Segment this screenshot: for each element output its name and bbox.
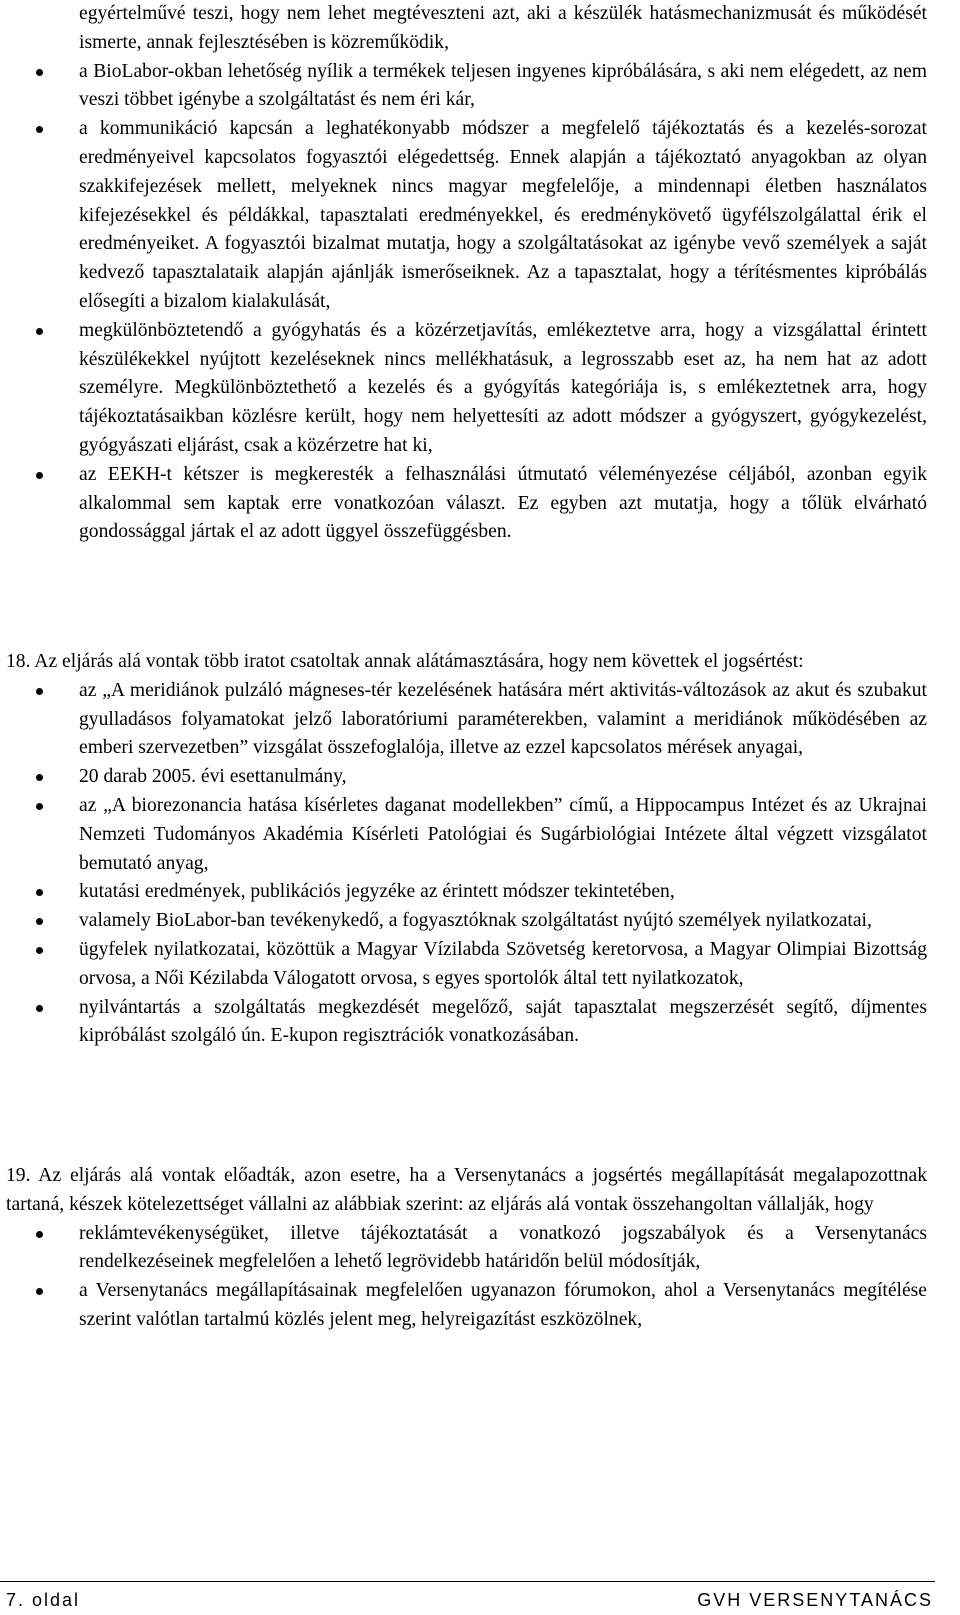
list-item: reklámtevékenységüket, illetve tájékoztatását a vonatkozó jogszabályok és a Versenytanács rendelkezéseinek megfelelően a lehető legrövidebb határidőn belül módosítják, (6, 1220, 927, 1278)
page-footer (0, 1581, 935, 1613)
section-19 (6, 1162, 927, 1335)
list-item: nyilvántartás a szolgáltatás megkezdését megelőző, saját tapasztalat megszerzését segítő, díjmentes kipróbálást szolgáló ún. E-kupon regisztrációk vonatkozásában. (6, 994, 927, 1052)
list-item: a Versenytanács megállapításainak megfelelően ugyanazon fórumokon, ahol a Versenytanács megítélése szerint valótlan tartalmú közlés jelent meg, helyreigazítást eszközölnek, (6, 1277, 927, 1335)
list-item: az EEKH-t kétszer is megkeresték a felhasználási útmutató véleményezése céljából, azonban egyik alkalommal sem kaptak erre vonatkozóan választ. Ez egyben azt mutatja, hogy a tőlük elvárható gondossággal jártak el az adott üggyel összefüggésben. (6, 461, 927, 547)
section-19-bullet-list (6, 1220, 927, 1335)
continuation-text: egyértelművé teszi, hogy nem lehet megtéveszteni azt, aki a készülék hatásmechanizmusát és működését ismerte, annak fejlesztésében is közreműködik, (79, 3, 927, 53)
footer-organization: GVH VERSENYTANÁCS (697, 1590, 933, 1610)
list-item: az „A meridiánok pulzáló mágneses-tér kezelésének hatására mért aktivitás-változások az akut és szubakut gyulladásos folyamatokat jelző laboratóriumi paraméterekben, valamint a meridiánok működésében az emberi szervezetben” vizsgálat összefoglalója, illetve az ezzel kapcsolatos mérések anyagai, (6, 677, 927, 763)
list-item: a BioLabor-okban lehetőség nyílik a termékek teljesen ingyenes kipróbálására, s aki nem elégedett, az nem veszi többet igénybe a szolgáltatást és nem éri kár, (6, 58, 927, 116)
list-item: 20 darab 2005. évi esettanulmány, (6, 763, 927, 792)
list-item: a kommunikáció kapcsán a leghatékonyabb módszer a megfelelő tájékoztatás és a kezelés-sorozat eredményeivel kapcsolatos fogyasztói elégedettség. Ennek alapján a tájékoztató anyagokban az olyan szakkifejezések mellett, melyeknek nincs magyar megfelelője, a mindennapi életben használatos kifejezésekkel és példákkal, tapasztalati eredményekkel, és eredménykövető ügyfélszolgálattal érik el eredményeiket. A fogyasztói bizalmat mutatja, hogy a szolgáltatásokat az igénybe vevő személyek a saját kedvező tapasztalataik alapján ajánlják ismerőseiknek. Az a tapasztalat, hogy a térítésmentes kipróbálás elősegíti a bizalom kialakulását, (6, 115, 927, 317)
section-18-intro: 18. Az eljárás alá vontak több iratot csatoltak annak alátámasztására, hogy nem követtek el jogsértést: (6, 651, 804, 672)
list-item: valamely BioLabor-ban tevékenykedő, a fogyasztóknak szolgáltatást nyújtó személyek nyilatkozatai, (6, 907, 927, 936)
top-bullet-list (6, 58, 927, 548)
list-item: megkülönböztetendő a gyógyhatás és a közérzetjavítás, emlékeztetve arra, hogy a vizsgálattal érintett készülékekkel nyújtott kezeléseknek nincs mellékhatásuk, a legrosszabb eset az, ha nem hat az adott személyre. Megkülönböztethető a kezelés és a gyógyítás kategóriája is, s emlékeztetnek arra, hogy tájékoztatásaikban közlésre került, hogy nem helyettesíti az adott módszer a gyógyszert, gyógykezelést, gyógyászati eljárást, csak a közérzetre hat ki, (6, 317, 927, 461)
section-top (6, 0, 927, 547)
section-18-bullet-list (6, 677, 927, 1051)
list-item: az „A biorezonancia hatása kísérletes daganat modellekben” című, a Hippocampus Intézet és az Ukrajnai Nemzeti Tudományos Akadémia Kísérleti Patológiai és Sugárbiológiai Intézete által végzett vizsgálatot bemutató anyag, (6, 792, 927, 878)
section-19-intro: 19. Az eljárás alá vontak előadták, azon esetre, ha a Versenytanács a jogsértés megállapítását megalapozottnak tartaná, készek kötelezettséget vállalni az alábbiak szerint: az eljárás alá vontak összehangoltan vállalják, hogy (6, 1165, 927, 1215)
page-number: 7. oldal (6, 1590, 81, 1610)
list-item: ügyfelek nyilatkozatai, közöttük a Magyar Vízilabda Szövetség keretorvosa, a Magyar Olimpiai Bizottság orvosa, a Női Kézilabda Válogatott orvosa, s egyes sportolók által tett nyilatkozatok, (6, 936, 927, 994)
list-item: kutatási eredmények, publikációs jegyzéke az érintett módszer tekintetében, (6, 878, 927, 907)
section-18 (6, 648, 927, 1051)
